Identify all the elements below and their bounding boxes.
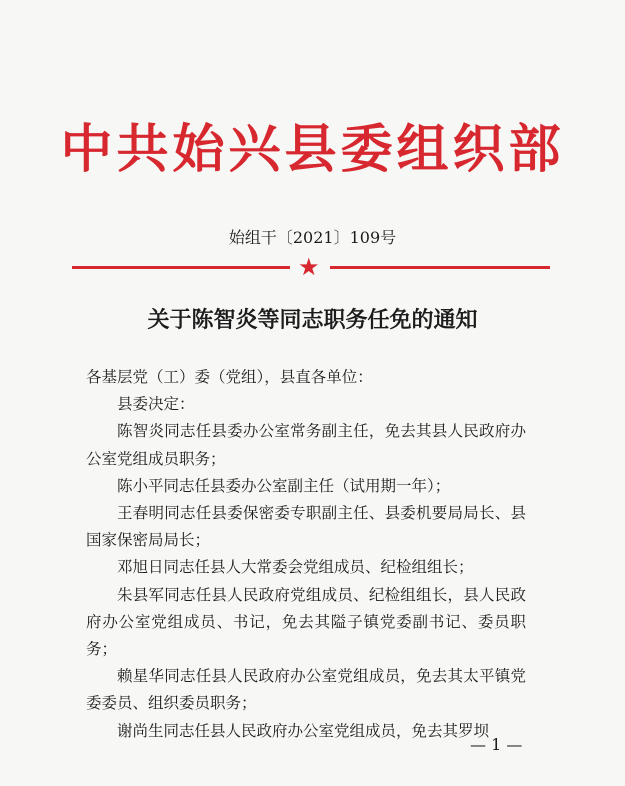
document-number: 始组干〔2021〕109号 <box>228 228 397 247</box>
red-divider-left <box>72 266 290 269</box>
paragraph: 陈智炎同志任县委办公室常务副主任，免去其县人民政府办公室党组成员职务； <box>86 422 526 468</box>
paragraph: 赖星华同志任县人民政府办公室党组成员，免去其太平镇党委委员、组织委员职务； <box>86 667 526 713</box>
red-divider-right <box>330 266 550 269</box>
star-icon: ★ <box>298 253 320 281</box>
masthead: 中共始兴县委组织部 <box>60 119 565 180</box>
document-body <box>86 364 526 745</box>
paragraph: 陈小平同志任县委办公室副主任（试用期一年）； <box>117 476 451 495</box>
paragraph: 邓旭日同志任县人大常委会党组成员、纪检组组长； <box>117 558 474 577</box>
paragraph: 县委决定： <box>117 395 195 414</box>
paragraph: 王春明同志任县委保密委专职副主任、县委机要局局长、县国家保密局局长； <box>86 504 526 550</box>
salutation: 各基层党（工）委（党组），县直各单位： <box>86 368 373 386</box>
paragraph: 谢尚生同志任县人民政府办公室党组成员，免去其罗坝 <box>117 721 490 740</box>
paragraph: 朱县军同志任县人民政府党组成员、纪检组组长，县人民政府办公室党组成员、书记，免去其隘子镇党委副书记、委员职务； <box>86 585 526 659</box>
page-number: — 1 — <box>470 735 523 754</box>
document-title: 关于陈智炎等同志职务任免的通知 <box>147 307 478 333</box>
